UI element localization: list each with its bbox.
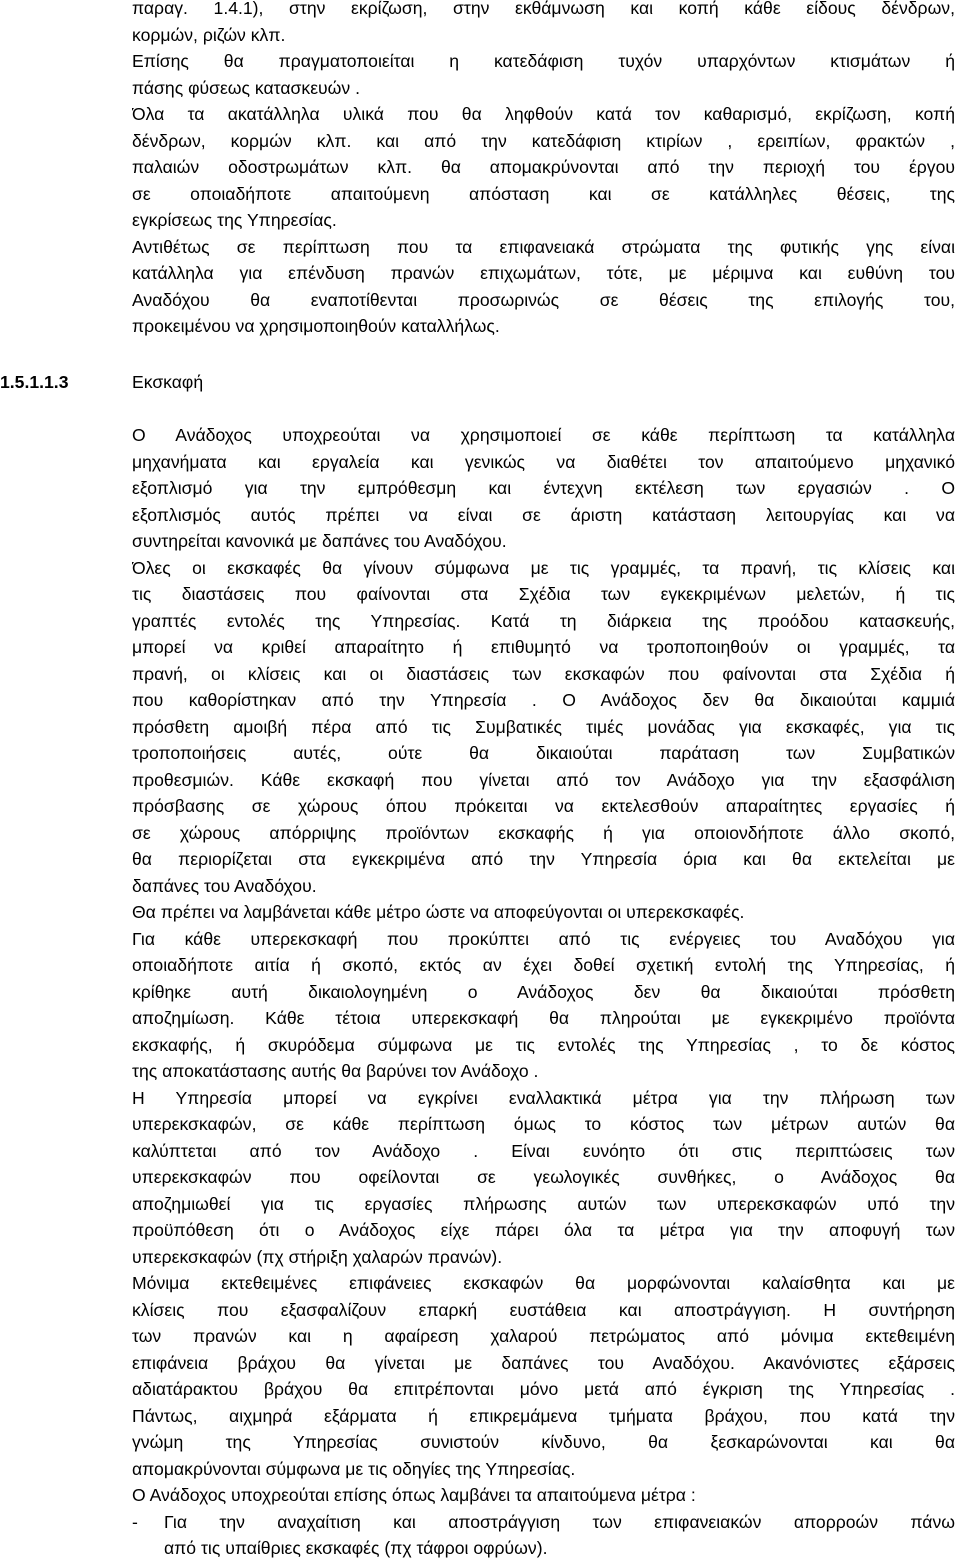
text-line: Επίσης θα πραγματοποιείται η κατεδάφιση τυχόν υπαρχόντων κτισμάτων ή [132, 51, 955, 71]
text-line: Πάντως, αιχμηρά εξάρματα ή επικρεμάμενα τμήματα βράχου, που κατά την [132, 1405, 955, 1426]
text-line: γνώμη της Υπηρεσίας συνιστούν κίνδυνο, θα ξεσκαρώνονται και θα [132, 1432, 955, 1452]
text-line: πρόσβασης σε χώρους όπου πρόκειται να εκτελεσθούν απαραίτητες εργασίες ή [132, 796, 955, 816]
text-line: Όλα τα ακατάλληλα υλικά που θα ληφθούν κατά τον καθαρισμό, εκρίζωση, κοπή [132, 104, 955, 124]
text-line: θα περιορίζεται στα εγκεκριμένα από την Υπηρεσία όρια και θα εκτελείται με [132, 849, 955, 869]
text-line: πρόσθετη αμοιβή πέρα από τις Συμβατικές τιμές μονάδας για εκσκαφές, για τις [132, 716, 955, 737]
text-line: κορμών, ριζών κλπ. [132, 24, 286, 45]
text-line: υπερεκσκαφών που οφείλονται σε γεωλογικές συνθήκες, ο Ανάδοχος θα [132, 1167, 955, 1187]
text-line: Θα πρέπει να λαμβάνεται κάθε μέτρο ώστε να αποφεύγονται οι υπερεκσκαφές. [132, 902, 745, 922]
text-line: παλαιών οδοστρωμάτων κλπ. θα απομακρύνονται από την περιοχή του έργου [132, 157, 955, 177]
text-line: Για κάθε υπερεκσκαφή που προκύπτει από τις ενέργειες του Αναδόχου για [132, 928, 955, 949]
list-bullet: - [132, 1511, 138, 1532]
text-line: Η Υπηρεσία μπορεί να εγκρίνει εναλλακτικά μέτρα για την πλήρωση των [132, 1087, 955, 1108]
text-line: εγκρίσεως της Υπηρεσίας. [132, 210, 337, 230]
text-line: αδιατάρακτου βράχου θα επιτρέπονται μόνο μετά από έγκριση της Υπηρεσίας . [132, 1379, 955, 1399]
text-line: της αποκατάστασης αυτής θα βαρύνει τον Ανάδοχο . [132, 1061, 539, 1081]
text-line: μπορεί να κριθεί απαραίτητο ή επιθυμητό να τροποποιηθούν οι γραμμές, τα [132, 637, 955, 657]
text-line: κρίθηκε αυτή δικαιολογημένη ο Ανάδοχος δεν θα δικαιούται πρόσθετη [132, 981, 955, 1002]
text-line: μηχανήματα και εργαλεία και γενικώς να διαθέτει τον απαιτούμενο μηχανικό [132, 451, 955, 472]
text-line: Ο Ανάδοχος υποχρεούται επίσης όπως λαμβάνει τα απαιτούμενα μέτρα : [132, 1485, 696, 1505]
text-line: κλίσεις που εξασφαλίζουν επαρκή ευστάθεια και αποστράγγιση. Η συντήρηση [132, 1299, 955, 1320]
text-line: Ο Ανάδοχος υποχρεούται να χρησιμοποιεί σε κάθε περίπτωση τα κατάλληλα [132, 425, 955, 445]
text-line: εξοπλισμός αυτός πρέπει να είναι σε άριστη κατάσταση λειτουργίας και να [132, 504, 955, 525]
text-line: Αναδόχου θα εναποτίθενται προσωρινώς σε θέσεις της επιλογής του, [132, 289, 955, 310]
text-line: πάσης φύσεως κατασκευών . [132, 77, 360, 98]
text-line: αποζημίωση. Κάθε τέτοια υπερεκσκαφή θα πληρούται με εγκεκριμένο προϊόντα [132, 1008, 955, 1028]
text-line: Μόνιμα εκτεθειμένες επιφάνειες εκσκαφών θα μορφώνονται καλαίσθητα και με [132, 1273, 955, 1293]
text-line: προθεσμιών. Κάθε εκσκαφή που γίνεται από τον Ανάδοχο για την εξασφάλιση [132, 769, 955, 790]
text-line: κατάλληλα για επένδυση πρανών επιχωμάτων, τότε, με μέριμνα και ευθύνη του [132, 263, 955, 283]
text-line: παραγ. 1.4.1), στην εκρίζωση, στην εκθάμνωση και κοπή κάθε είδους δένδρων, [132, 0, 955, 18]
text-line: δαπάνες του Αναδόχου. [132, 875, 317, 896]
text-line: πρανή, οι κλίσεις και οι διαστάσεις των εκσκαφών που φαίνονται στα Σχέδια ή [132, 663, 955, 684]
text-line: οποιαδήποτε αιτία ή σκοπό, εκτός αν έχει δοθεί σχετική εντολή της Υπηρεσίας, ή [132, 955, 955, 975]
text-line: τις διαστάσεις που φαίνονται στα Σχέδια των εγκεκριμένων μελετών, ή τις [132, 584, 955, 604]
section-body [132, 422, 955, 1562]
section-title: Εκσκαφή [132, 372, 204, 392]
text-line: προϋπόθεση ότι ο Ανάδοχος είχε πάρει όλα τα μέτρα για την αποφυγή των [132, 1220, 955, 1240]
text-line: που καθορίστηκαν από την Υπηρεσία . Ο Ανάδοχος δεν θα δικαιούται καμμιά [132, 690, 955, 710]
text-line: επιφάνεια βράχου θα γίνεται με δαπάνες του Αναδόχου. Ακανόνιστες εξάρσεις [132, 1352, 955, 1373]
text-line: δένδρων, κορμών κλπ. και από την κατεδάφιση κτιρίων , ερειπίων, φρακτών , [132, 130, 955, 151]
text-line: απομακρύνονται σύμφωνα με τις οδηγίες της Υπηρεσίας. [132, 1458, 576, 1479]
text-line: συντηρείται κανονικά με δαπάνες του Αναδόχου. [132, 531, 507, 551]
text-line: Όλες οι εκσκαφές θα γίνουν σύμφωνα με τις γραμμές, τα πρανή, τις κλίσεις και [132, 557, 955, 578]
text-line: Αντιθέτως σε περίπτωση που τα επιφανειακά στρώματα της φυτικής γης είναι [132, 236, 955, 257]
list-item [132, 1509, 955, 1562]
text-line: Για την αναχαίτιση και αποστράγγιση των επιφανειακών απορροών πάνω [164, 1511, 955, 1532]
text-line: υπερεκσκαφών, σε κάθε περίπτωση όμως το κόστος των μέτρων αυτών θα [132, 1114, 955, 1134]
text-line: σε χώρους απόρριψης προϊόντων εκσκαφής ή για οποιονδήποτε άλλο σκοπό, [132, 822, 955, 843]
text-line: εκσκαφής, ή σκυρόδεμα σύμφωνα με τις εντολές της Υπηρεσίας , το δε κόστος [132, 1034, 955, 1055]
text-line: υπερεκσκαφών (πχ στήριξη χαλαρών πρανών). [132, 1246, 503, 1267]
text-line: αποζημιωθεί για τις εργασίες πλήρωσης αυτών των υπερεκσκαφών υπό την [132, 1193, 955, 1214]
text-line: σε οποιαδήποτε απαιτούμενη απόσταση και σε κατάλληλες θέσεις, της [132, 183, 955, 204]
text-line: τροποποιήσεις αυτές, ούτε θα δικαιούται παράταση των Συμβατικών [132, 743, 955, 763]
text-line: από τις υπαίθριες εκσκαφές (πχ τάφροι οφρύων). [164, 1538, 548, 1558]
text-line: γραπτές εντολές της Υπηρεσίας. Κατά τη διάρκεια της προόδου κατασκευής, [132, 610, 955, 631]
section-number: 1.5.1.1.3 [0, 372, 69, 392]
text-line: εξοπλισμό για την εμπρόθεσμη και έντεχνη εκτέλεση των εργασιών . Ο [132, 478, 955, 498]
text-line: προκειμένου να χρησιμοποιηθούν καταλλήλως. [132, 316, 500, 336]
text-line: καλύπτεται από τον Ανάδοχο . Είναι ευνόητο ότι στις περιπτώσεις των [132, 1140, 955, 1161]
intro-paragraphs [132, 0, 955, 340]
text-line: των πρανών και η αφαίρεση χαλαρού πετρώματος από μόνιμα εκτεθειμένη [132, 1326, 955, 1346]
